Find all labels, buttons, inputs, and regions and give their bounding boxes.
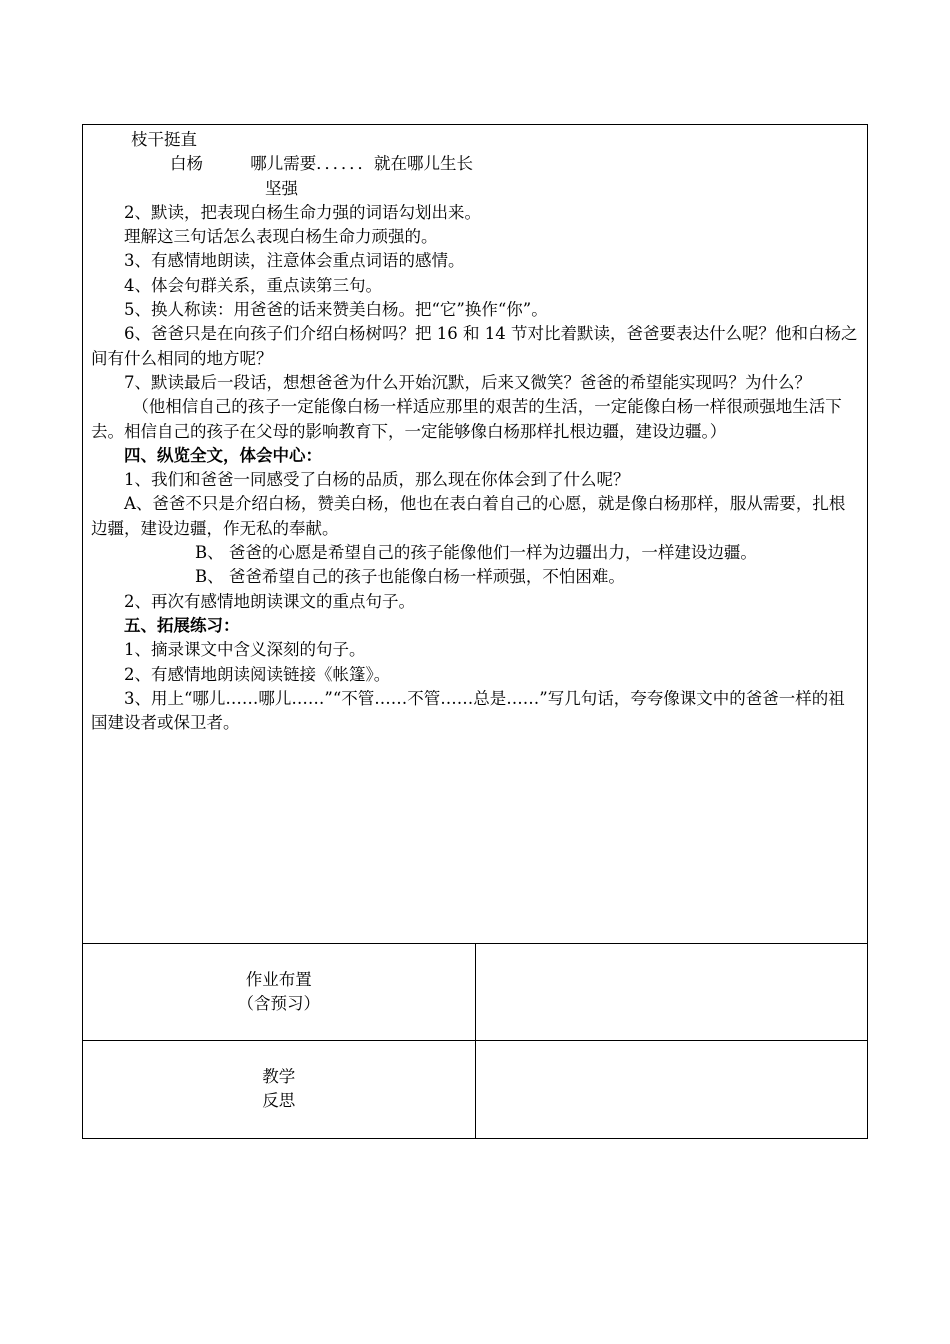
content-line-answer-b1: B、 爸爸的心愿是希望自己的孩子能像他们一样为边疆出力，一样建设边疆。 [195, 543, 757, 563]
reflection-value-cell [475, 1040, 868, 1138]
reflection-label-sub: 反思 [262, 1091, 296, 1111]
content-line-section5-item-3: 3、用上“哪儿……哪儿……”“不管……不管……总是……”写几句话，夸夸像课文中的爸爸一样的祖国建设者或保卫者。 [91, 688, 845, 733]
lesson-content [83, 125, 867, 735]
content-line-strong: 坚强 [265, 178, 298, 198]
content-line-explanation: （他相信自己的孩子一定能像白杨一样适应那里的艰苦的生活，一定能像白杨一样很顽强地生活下去。相信自己的孩子在父母的影响教育下，一定能够像白杨那样扎根边疆，建设边疆。） [91, 397, 842, 441]
homework-label-cell [83, 943, 476, 1040]
reflection-label: 教学 [262, 1067, 296, 1087]
content-line-item-7: 7、默读最后一段话，想想爸爸为什么开始沉默，后来又微笑？爸爸的希望能实现吗？为什么？ [124, 372, 811, 392]
content-line-answer-a: A、爸爸不只是介绍白杨，赞美白杨，他也在表白着自己的心愿，就是像白杨那样，服从需要，扎根边疆，建设边疆，作无私的奉献。 [91, 494, 846, 538]
homework-label-sub: （含预习） [237, 993, 320, 1013]
content-line-item-6: 6、爸爸只是在向孩子们介绍白杨树吗？把 16 和 14 节对比着默读，爸爸要表达什么呢？他和白杨之间有什么相同的地方呢？ [91, 324, 858, 368]
homework-value-cell [475, 943, 868, 1040]
content-line-poplar-grows: 白杨 哪儿需要．．．．．．就在哪儿生长 [170, 154, 473, 174]
content-line-section5-item-2: 2、有感情地朗读阅读链接《帐篷》。 [124, 664, 391, 684]
content-line-section4-item-2: 2、再次有感情地朗读课文的重点句子。 [124, 591, 415, 611]
content-line-section5-item-1: 1、摘录课文中含义深刻的句子。 [124, 640, 366, 660]
reflection-label-cell [83, 1040, 476, 1138]
content-line-item-5: 5、换人称读：用爸爸的话来赞美白杨。把“它”换作“你”。 [124, 300, 548, 320]
lesson-plan-table [82, 124, 868, 1139]
content-line-section4-item-1: 1、我们和爸爸一同感受了白杨的品质，那么现在你体会到了什么呢？ [124, 470, 630, 490]
homework-label: 作业布置 [245, 969, 312, 989]
content-line-trunk-straight: 枝干挺直 [131, 130, 197, 149]
content-line-answer-b2: B、 爸爸希望自己的孩子也能像白杨一样顽强，不怕困难。 [195, 567, 625, 587]
section-heading-five: 五、拓展练习： [124, 615, 240, 635]
lesson-content-cell [83, 125, 868, 944]
content-line-item-2: 2、默读，把表现白杨生命力强的词语勾划出来。 [124, 202, 481, 222]
section-heading-four: 四、纵览全文，体会中心： [124, 445, 322, 465]
content-line-item-4: 4、体会句群关系，重点读第三句。 [124, 275, 382, 295]
content-line-item-3: 3、有感情地朗读，注意体会重点词语的感情。 [124, 251, 465, 271]
content-line-understand: 理解这三句话怎么表现白杨生命力顽强的。 [124, 227, 438, 247]
